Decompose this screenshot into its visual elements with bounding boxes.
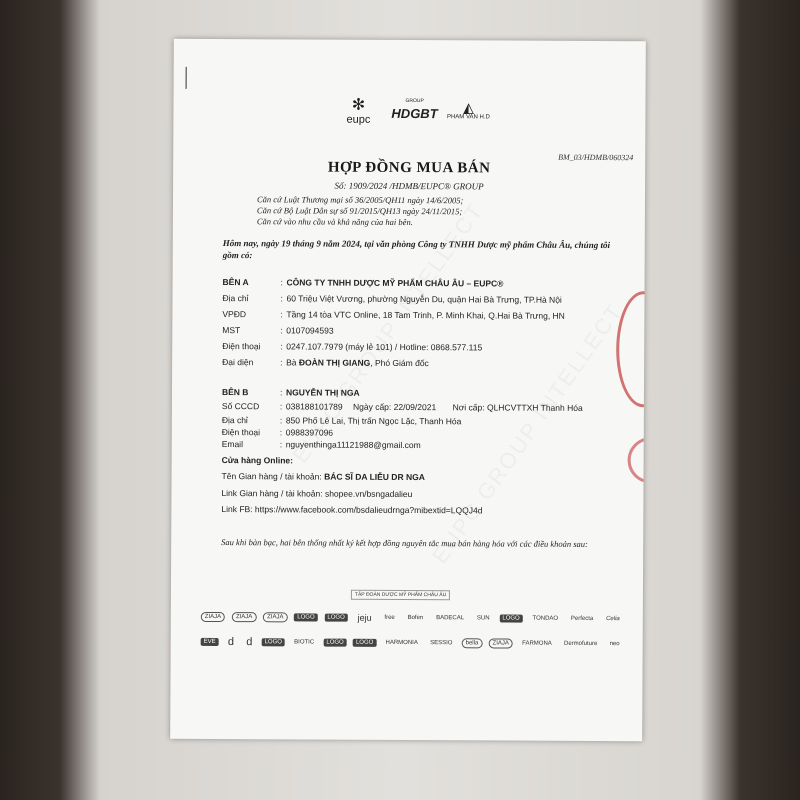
- brand-logo: LOGO: [323, 639, 346, 647]
- brand-footer: [200, 589, 623, 701]
- brand-logo: jeju: [357, 612, 372, 623]
- party-a-tax: 0107094593: [286, 325, 334, 336]
- brand-logo: HARMONIA: [385, 639, 418, 647]
- brand-logo: LOGO: [324, 614, 347, 622]
- brand-logo: Celia: [606, 616, 620, 623]
- store-account-row: Tên Gian hàng / tài khoản: BÁC SĨ DA LIỄU DR NGA: [221, 471, 425, 483]
- party-b-id-row: Số CCCD : 038188101789 Ngày cấp: 22/09/2021 Nơi cấp: QLHCVTTXH Thanh Hóa: [221, 401, 583, 413]
- contract-page: [170, 39, 646, 741]
- brand-logo: Dermofuture: [563, 640, 598, 647]
- brand-logo: d: [227, 636, 235, 649]
- party-a-label: BÊN A: [222, 277, 249, 288]
- party-a-rep-row: Đại diện : Bà ĐOÀN THỊ GIANG, Phó Giám đốc: [222, 357, 429, 369]
- party-b-email: nguyenthinga11121988@gmail.com: [285, 439, 421, 451]
- basis-line: Căn cứ Luật Thương mại số 36/2005/QH11 ngày 14/6/2005;: [256, 194, 464, 206]
- party-b-address: 850 Phố Lê Lai, Thị trấn Ngọc Lặc, Thanh Hóa: [285, 415, 462, 427]
- hdgbt-logo: HDGBT: [391, 105, 438, 122]
- brand-logo: LOGO: [499, 614, 522, 622]
- document-code: BM_03/HDMB/060324: [558, 152, 634, 163]
- basis-line: Căn cứ Bộ Luật Dân sự số 91/2015/QH13 ngày 24/11/2015;: [256, 205, 463, 217]
- red-seal-stamp: [628, 437, 646, 483]
- party-b-phone: 0988397096: [285, 427, 334, 438]
- party-b-email-row: Email : nguyenthinga11121988@gmail.com: [221, 439, 421, 451]
- online-store-heading: Cửa hàng Online:: [221, 455, 293, 466]
- contract-title: HỢP ĐỒNG MUA BÁN: [327, 159, 491, 177]
- brand-logo: TONDAO: [532, 615, 559, 622]
- brand-logo: LOGO: [262, 638, 285, 646]
- legal-basis: [257, 194, 463, 228]
- brand-logo: ZIAJA: [489, 638, 513, 648]
- party-a-name: CÔNG TY TNHH DƯỢC MỸ PHẨM CHÂU ÂU – EUPC®: [286, 277, 504, 289]
- brand-logo: ZIAJA: [263, 612, 287, 622]
- margin-mark: [186, 67, 187, 89]
- party-a-office: Tầng 14 tòa VTC Online, 18 Tam Trinh, P. Minh Khai, Q.Hai Bà Trưng, HN: [286, 309, 565, 321]
- party-b-issue-place: Nơi cấp: QLHCVTTXH Thanh Hóa: [452, 402, 583, 413]
- party-b-issue-date: Ngày cấp: 22/09/2021: [352, 401, 437, 413]
- closing-paragraph: Sau khi bàn bạc, hai bên thống nhất ký kết hợp đồng nguyên tắc mua bán hàng hóa với các điều khoản sau:: [221, 537, 588, 549]
- party-a-row: BÊN A : CÔNG TY TNHH DƯỢC MỸ PHẨM CHÂU ÂU – EUPC®: [222, 277, 504, 289]
- header-logos: [173, 97, 645, 133]
- brand-logo: d: [246, 636, 253, 649]
- intro-paragraph: Hôm nay, ngày 19 tháng 9 năm 2024, tại văn phòng Công ty TNHH Dược mỹ phẩm Châu Âu, chúng tôi gồm có:: [222, 238, 610, 261]
- brand-row: [201, 611, 623, 625]
- brand-logo: ZIAJA: [201, 612, 225, 622]
- brand-logo: free: [384, 614, 395, 621]
- brand-logo: EVE: [201, 638, 219, 646]
- party-b-name: NGUYỄN THỊ NGA: [285, 387, 360, 398]
- party-b-id: 038188101789: [285, 401, 343, 412]
- contract-number: Số: 1909/2024 /HDMB/EUPC® GROUP: [334, 180, 484, 192]
- party-a-tax-row: MST : 0107094593: [222, 325, 334, 336]
- party-a-phone-row: Điện thoại : 0247.107.7979 (máy lẻ 101) / Hotline: 0868.577.115: [222, 341, 483, 353]
- brand-logo: BADECAL: [436, 615, 465, 622]
- store-link-row: Link Gian hàng / tài khoản: shopee.vn/bsngadalieu: [221, 488, 413, 500]
- brand-logo: ZIAJA: [232, 612, 256, 622]
- party-a-address: 60 Triệu Việt Vương, phường Nguyễn Du, quận Hai Bà Trưng, TP.Hà Nội: [286, 293, 562, 305]
- brand-logo: LOGO: [353, 639, 376, 647]
- basis-line: Căn cứ vào nhu cầu và khả năng của hai bên.: [256, 216, 413, 228]
- phamvan-logo: ◭ PHAM VAN H.D: [446, 99, 490, 121]
- brand-logo: SESSIO: [430, 640, 453, 647]
- party-b-label: BÊN B: [221, 387, 249, 398]
- store-link: shopee.vn/bsngadalieu: [324, 488, 413, 500]
- party-b-address-row: Địa chỉ : 850 Phố Lê Lai, Thị trấn Ngọc Lặc, Thanh Hóa: [221, 415, 462, 427]
- party-a-phone: 0247.107.7979 (máy lẻ 101) / Hotline: 0868.577.115: [286, 341, 483, 353]
- brand-footer-title: TẬP ĐOÀN DƯỢC MỸ PHẨM CHÂU ÂU: [351, 590, 450, 601]
- party-b-phone-row: Điện thoại : 0988397096: [221, 427, 334, 438]
- brand-logo: bella: [462, 638, 483, 648]
- group-label: GROUP: [405, 97, 424, 105]
- brand-logo: BIOTIC: [294, 639, 315, 646]
- watermark: [427, 299, 629, 569]
- brand-logo: neo: [609, 641, 620, 648]
- brand-logo: LOGO: [294, 613, 317, 621]
- brand-logo: SUN: [476, 615, 490, 622]
- brand-logo: Perfecta: [570, 615, 594, 622]
- facebook-link-row: Link FB: https://www.facebook.com/bsdalieudrnga?mibextid=LQQJ4d: [221, 504, 483, 516]
- facebook-link: https://www.facebook.com/bsdalieudrnga?mibextid=LQQJ4d: [254, 504, 483, 516]
- party-a-rep-name: ĐOÀN THỊ GIANG: [298, 357, 371, 368]
- party-b-row: BÊN B : NGUYỄN THỊ NGA: [221, 387, 360, 398]
- party-a-office-row: VPĐD : Tầng 14 tòa VTC Online, 18 Tam Trinh, P. Minh Khai, Q.Hai Bà Trưng, HN: [222, 309, 565, 321]
- brand-row: [201, 635, 623, 651]
- party-a-address-row: Địa chỉ : 60 Triệu Việt Vương, phường Nguyễn Du, quận Hai Bà Trưng, TP.Hà Nội: [222, 293, 562, 305]
- brand-logo: Bofen: [407, 615, 424, 622]
- eupc-logo: ✻ eupc: [346, 96, 371, 126]
- store-account: BÁC SĨ DA LIỄU DR NGA: [324, 471, 425, 483]
- brand-logo: FARMONA: [522, 640, 552, 647]
